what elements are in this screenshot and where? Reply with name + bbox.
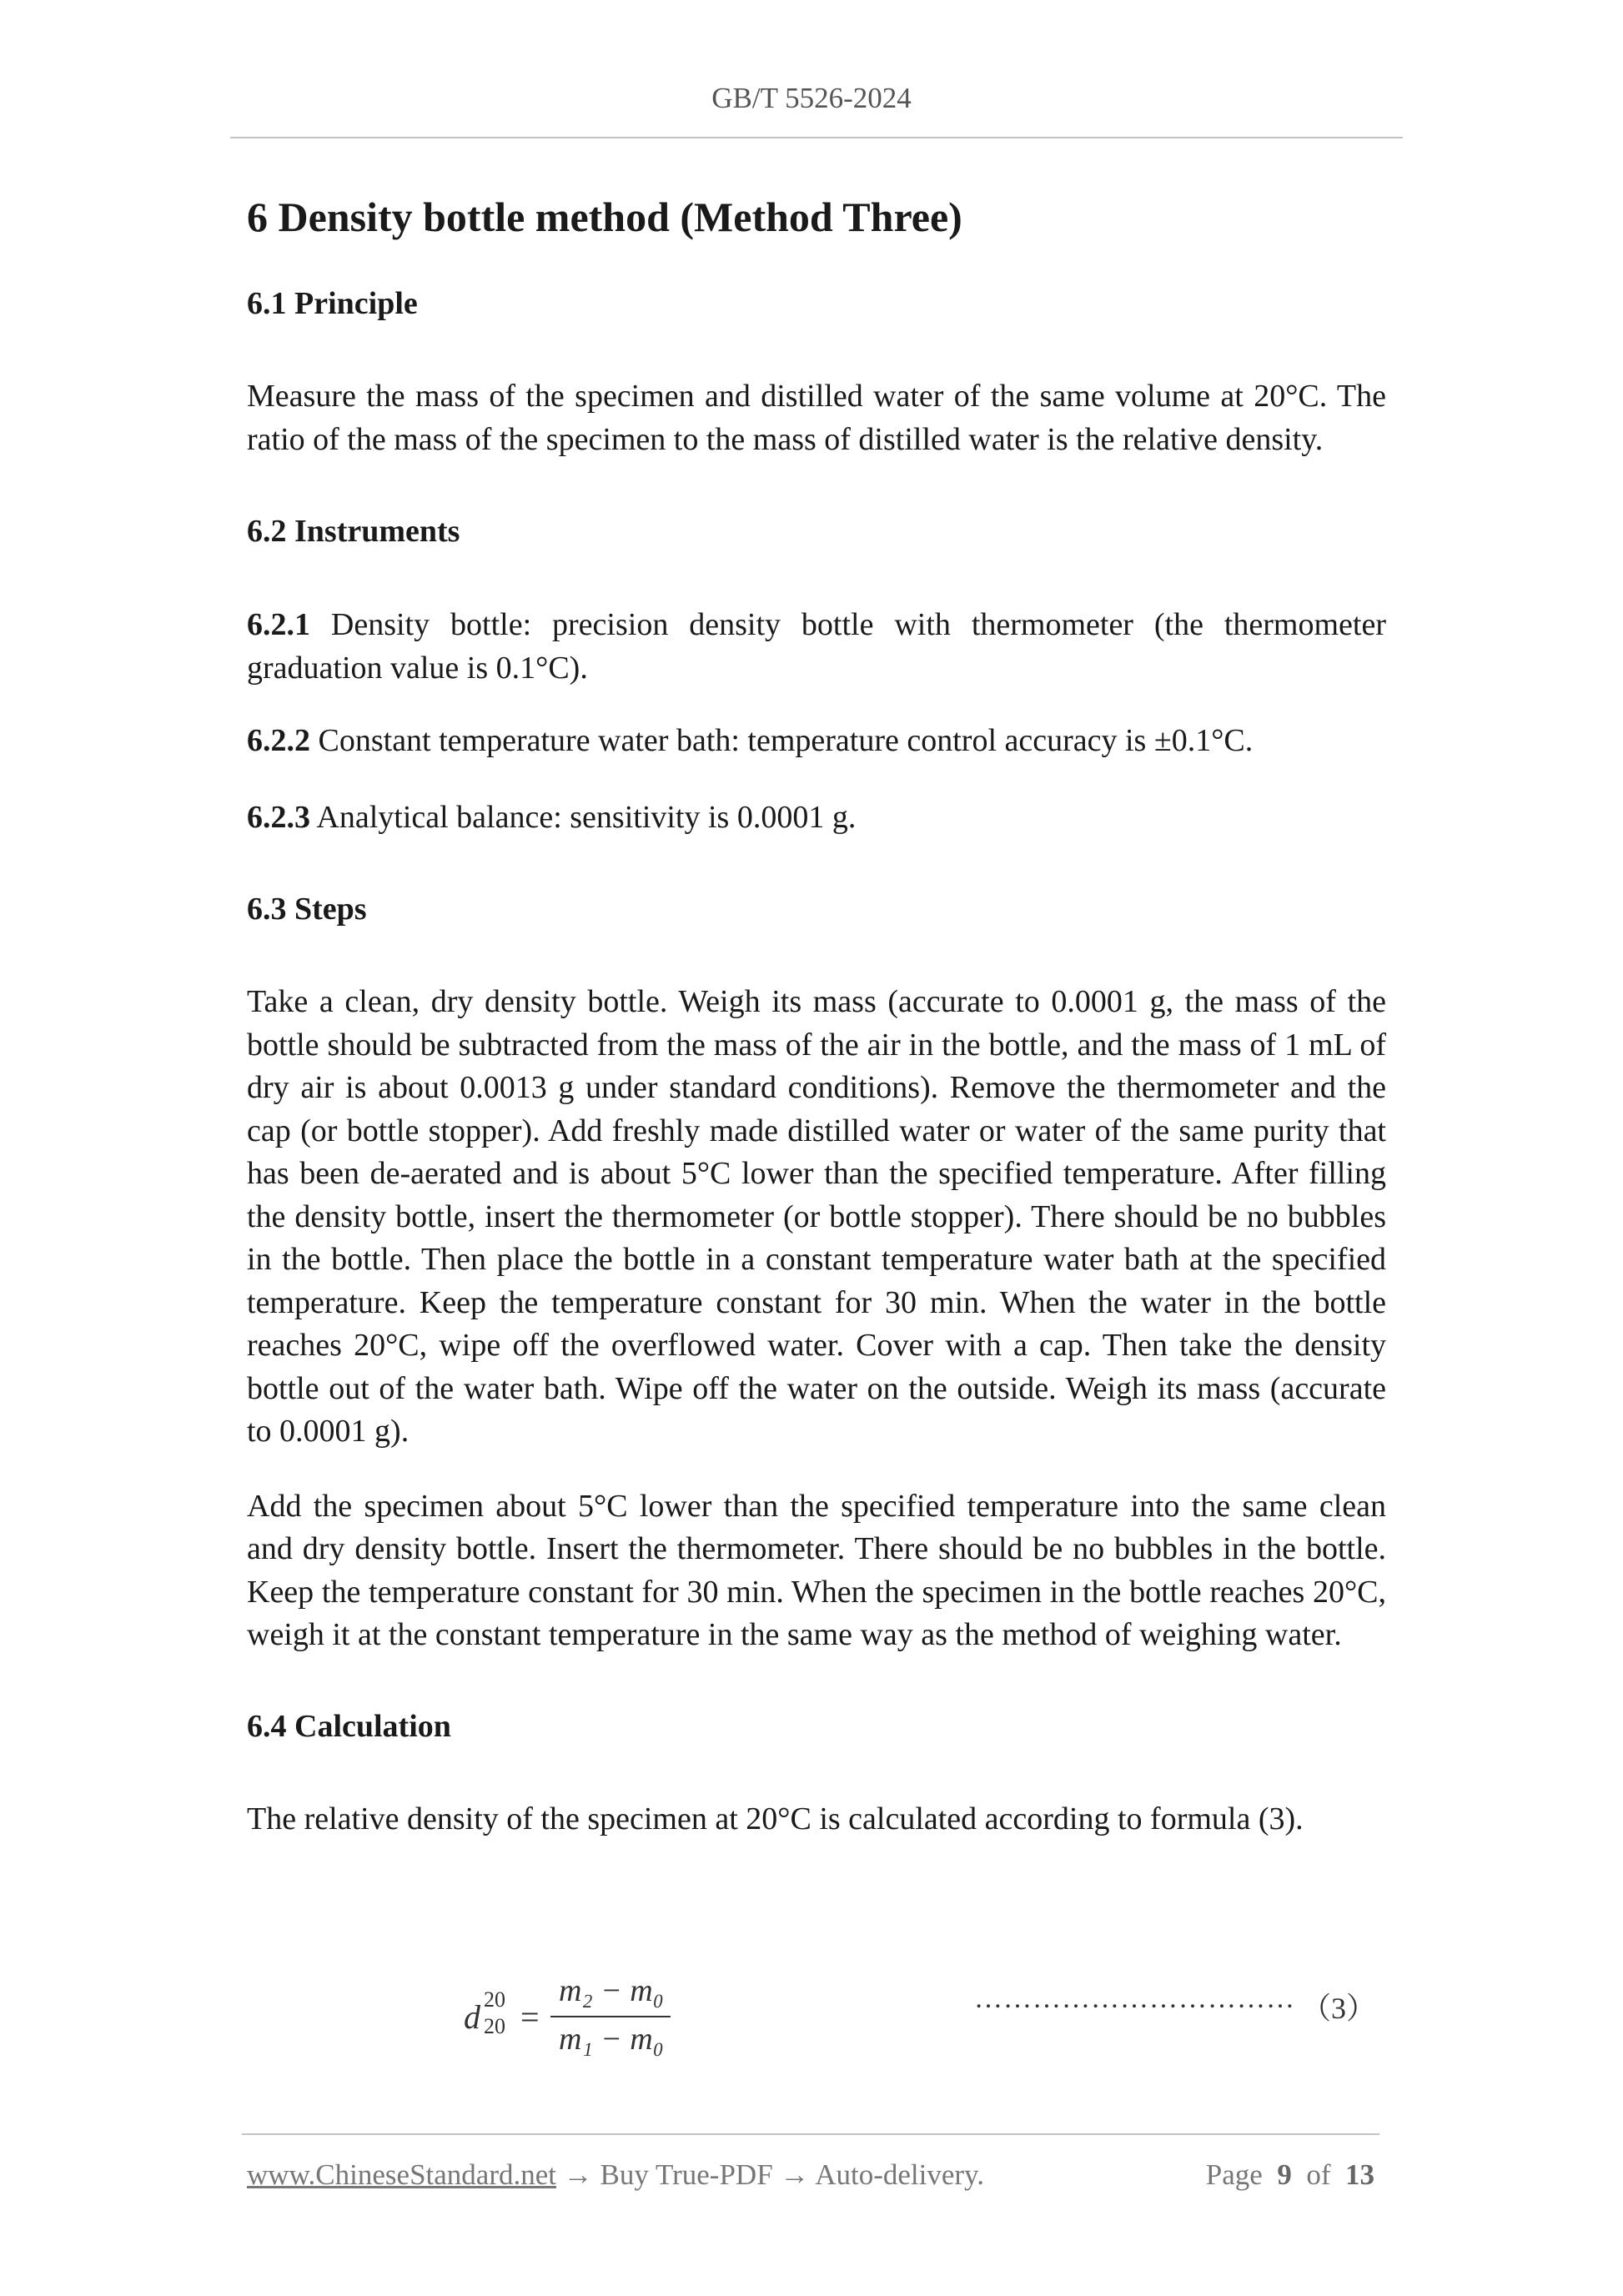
instrument-item-text: Density bottle: precision density bottle with thermometer (the thermometer graduation value is 0.1°C). (247, 607, 1386, 686)
formula-numerator: m₂ − m₀ (559, 1973, 664, 2008)
header-standard-code: GB/T 5526-2024 (711, 82, 912, 114)
calculation-text: The relative density of the specimen at 20°C is calculated according to formula (3). (247, 1801, 1304, 1836)
instrument-item-text: Analytical balance: sensitivity is 0.0001 g. (310, 799, 857, 835)
footer-website-link[interactable]: www.ChineseStandard.net (247, 2158, 556, 2191)
instrument-item-number: 6.2.1 (247, 607, 310, 642)
formula-leader-dots: …………………………… (974, 1983, 1295, 2014)
current-page: 9 (1277, 2158, 1292, 2191)
footer-promo-text: → Buy True-PDF → Auto-delivery. (556, 2158, 985, 2191)
formula-fraction-bar (550, 2016, 671, 2017)
formula-subscript: 20 (484, 2014, 505, 2038)
principle-text: Measure the mass of the specimen and distilled water of the same volume at 20°C. The ratio of the mass of the specimen to the mass of distilled water is the relative density. (247, 379, 1386, 457)
instrument-item (247, 796, 1386, 840)
instrument-item (247, 720, 1386, 763)
instrument-item-number: 6.2.2 (247, 723, 310, 758)
formula-number: （3） (1301, 1992, 1377, 2025)
page-number (1206, 2158, 1374, 2192)
page-of: of (1306, 2158, 1331, 2191)
instrument-item-number: 6.2.3 (247, 799, 310, 835)
page-body (247, 190, 1386, 1841)
footer-promo (247, 2158, 984, 2192)
footer-divider (242, 2133, 1379, 2135)
total-pages: 13 (1345, 2158, 1374, 2191)
formula-equals: = (520, 1998, 540, 2036)
formula-symbol: d (464, 1998, 480, 2036)
heading-principle: 6.1 Principle (247, 286, 418, 321)
header-divider (230, 137, 1403, 138)
instrument-item (247, 604, 1386, 690)
formula-denominator: m₁ − m₀ (559, 2022, 664, 2057)
heading-instruments: 6.2 Instruments (247, 514, 460, 549)
steps-paragraph: Take a clean, dry density bottle. Weigh its mass (accurate to 0.0001 g, the mass of the bottle should be subtracted from the mass of the air in the bottle, and the mass of 1 mL of dry air is about 0.0013 g under standard conditions). Remove the thermometer and the cap (or bottle stopper). Add freshly made distilled water or water of the same purity that has been de-aerated and is about 5°C lower than the specified temperature. After filling the density bottle, insert the thermometer (or bottle stopper). There should be no bubbles in the bottle. Then place the bottle in a constant temperature water bath at the specified temperature. Keep the temperature constant for 30 min. When the water in the bottle reaches 20°C, wipe off the overflowed water. Cover with a cap. Then take the density bottle out of the water bath. Wipe off the water on the outside. Weigh its mass (accurate to 0.0001 g). (247, 984, 1386, 1449)
formula-superscript: 20 (484, 1987, 505, 2012)
page-prefix: Page (1205, 2158, 1263, 2191)
instrument-item-text: Constant temperature water bath: temperature control accuracy is ±0.1°C. (310, 723, 1254, 758)
heading-calculation: 6.4 Calculation (247, 1708, 451, 1744)
steps-paragraph: Add the specimen about 5°C lower than the specified temperature into the same clean and dry density bottle. Insert the thermometer. There should be no bubbles in the bottle. Keep the temperature constant for 30 min. When the specimen in the bottle reaches 20°C, weigh it at the constant temperature in the same way as the method of weighing water. (247, 1488, 1386, 1652)
section-title: 6 Density bottle method (Method Three) (247, 193, 962, 240)
heading-steps: 6.3 Steps (247, 892, 367, 927)
